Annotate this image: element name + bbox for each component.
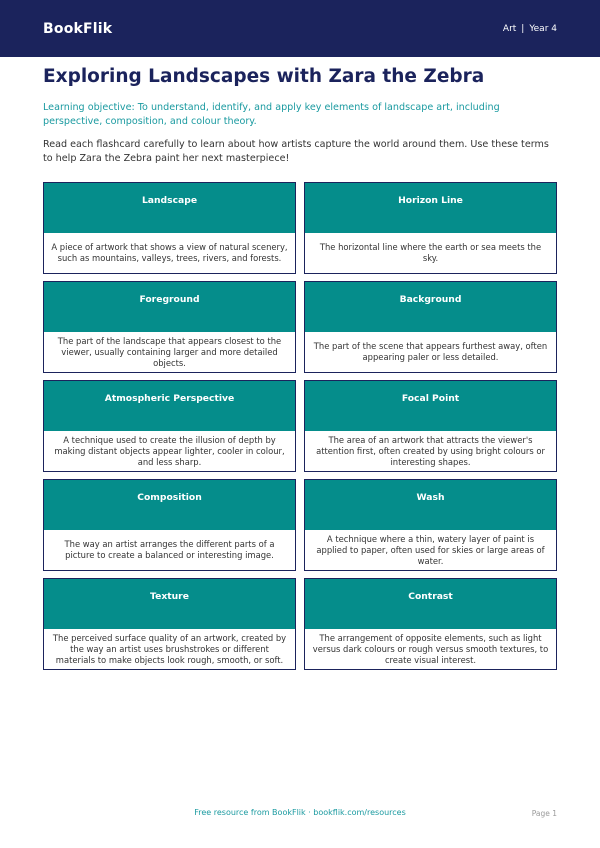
brand-logo[interactable]: BookFlik <box>43 20 113 37</box>
page-title: Exploring Landscapes with Zara the Zebra <box>43 66 485 87</box>
flashcard-grid <box>43 182 557 670</box>
flashcard <box>43 182 296 274</box>
flashcard <box>304 578 557 670</box>
flashcard-term: Atmospheric Perspective <box>44 381 295 431</box>
page-number: Page 1 <box>531 809 557 818</box>
meta-separator: | <box>521 23 525 34</box>
intro-text: Read each flashcard carefully to learn about how artists capture the world around them. Use these terms to help Zara the Zebra paint her next masterpiece! <box>43 139 549 164</box>
flashcard <box>43 578 296 670</box>
flashcard <box>304 479 557 571</box>
flashcard <box>304 182 557 274</box>
flashcard-definition: A technique where a thin, watery layer of paint is applied to paper, often used for skies or large areas of water. <box>316 533 545 566</box>
flashcard-term: Background <box>305 282 556 332</box>
year-label: Year 4 <box>529 23 557 34</box>
flashcard <box>304 281 557 373</box>
flashcard <box>43 281 296 373</box>
flashcard-definition: The horizontal line where the earth or sea meets the sky. <box>319 242 542 263</box>
flashcard-definition: The area of an artwork that attracts the viewer's attention first, often created by using bright colours or interesting shapes. <box>316 434 545 467</box>
subject-label: Art <box>502 23 517 34</box>
flashcard-definition: The way an artist arranges the different parts of a picture to create a balanced or interesting image. <box>64 539 275 560</box>
flashcard-definition: A piece of artwork that shows a view of natural scenery, such as mountains, valleys, trees, rivers, and forests. <box>51 242 288 263</box>
flashcard-definition: The perceived surface quality of an artwork, created by the way an artist uses brushstrokes or different materials to make objects look rough, smooth, or soft. <box>52 632 287 665</box>
flashcard-term: Wash <box>305 480 556 530</box>
flashcard-term: Horizon Line <box>305 183 556 233</box>
learning-objective: Learning objective: To understand, identify, and apply key elements of landscape art, including perspective, composition, and colour theory. <box>43 102 500 127</box>
footer-resource-link[interactable]: Free resource from BookFlik · bookflik.com/resources <box>194 808 406 817</box>
flashcard-term: Focal Point <box>305 381 556 431</box>
flashcard <box>43 479 296 571</box>
flashcard-definition: The arrangement of opposite elements, such as light versus dark colours or rough versus smooth textures, to create visual interest. <box>312 632 549 665</box>
flashcard-term: Landscape <box>44 183 295 233</box>
flashcard-definition: The part of the scene that appears furthest away, often appearing paler or less detailed. <box>313 341 548 362</box>
flashcard-term: Texture <box>44 579 295 629</box>
flashcard-term: Composition <box>44 480 295 530</box>
flashcard <box>43 380 296 472</box>
subject-meta <box>503 24 557 34</box>
flashcard-definition: The part of the landscape that appears closest to the viewer, usually containing larger and more detailed objects. <box>57 335 282 368</box>
flashcard-term: Contrast <box>305 579 556 629</box>
flashcard-term: Foreground <box>44 282 295 332</box>
top-bar <box>0 0 600 57</box>
flashcard-definition: A technique used to create the illusion of depth by making distant objects appear lighter, cooler in colour, and less sharp. <box>54 434 285 467</box>
flashcard <box>304 380 557 472</box>
